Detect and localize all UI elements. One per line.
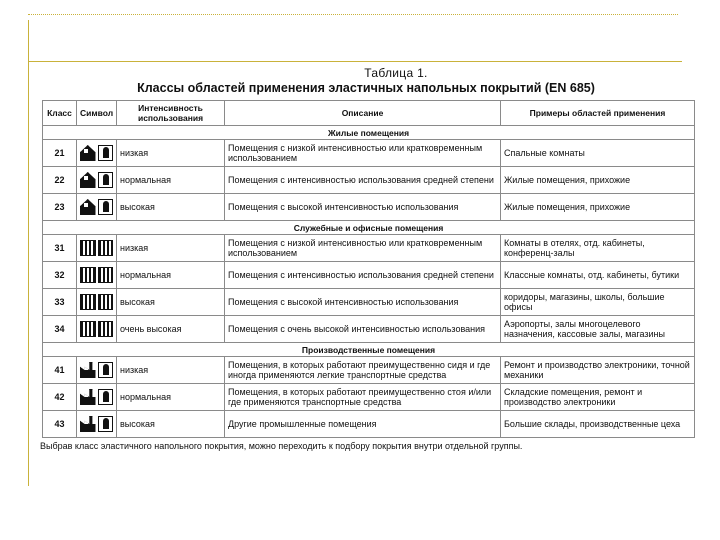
symbol-icons	[80, 240, 113, 256]
examples-cell: Ремонт и производство электроники, точной механики	[501, 357, 695, 384]
factory-icon	[80, 362, 96, 378]
symbol-icons	[80, 294, 113, 310]
header-description: Описание	[225, 101, 501, 126]
office-building-icon	[98, 240, 114, 256]
symbol-cell	[77, 316, 117, 343]
description-cell: Помещения с интенсивностью использования средней степени	[225, 262, 501, 289]
symbol-cell	[77, 411, 117, 438]
office-building-icon	[80, 240, 96, 256]
description-cell: Помещения, в которых работают преимущественно стоя и/или где применяются транспортные средства	[225, 384, 501, 411]
symbol-icons	[80, 267, 113, 283]
class-cell: 43	[43, 411, 77, 438]
person-icon	[98, 362, 114, 378]
symbol-cell	[77, 194, 117, 221]
house-icon	[80, 145, 96, 161]
header-intensity: Интенсивность использования	[117, 101, 225, 126]
section-title: Жилые помещения	[43, 126, 695, 140]
office-building-icon	[80, 267, 96, 283]
class-cell: 31	[43, 235, 77, 262]
person-icon	[98, 416, 114, 432]
class-cell: 21	[43, 140, 77, 167]
person-icon	[98, 145, 114, 161]
office-building-icon	[98, 294, 114, 310]
table-row	[43, 289, 695, 316]
examples-cell: Классные комнаты, отд. кабинеты, бутики	[501, 262, 695, 289]
description-cell: Помещения с интенсивностью использования средней степени	[225, 167, 501, 194]
table-body	[43, 126, 695, 438]
house-icon	[80, 199, 96, 215]
intensity-cell: высокая	[117, 194, 225, 221]
symbol-icons	[80, 145, 113, 161]
table-row	[43, 357, 695, 384]
symbol-icons	[80, 389, 113, 405]
examples-cell: Жилые помещения, прихожие	[501, 167, 695, 194]
class-cell: 41	[43, 357, 77, 384]
examples-cell: Жилые помещения, прихожие	[501, 194, 695, 221]
description-cell: Другие промышленные помещения	[225, 411, 501, 438]
table-caption: Классы областей применения эластичных напольных покрытий (EN 685)	[137, 81, 595, 95]
examples-cell: Складские помещения, ремонт и производство электроники	[501, 384, 695, 411]
table-label: Таблица 1.	[364, 66, 428, 80]
intensity-cell: высокая	[117, 411, 225, 438]
examples-cell: Комнаты в отелях, отд. кабинеты, конференц-залы	[501, 235, 695, 262]
symbol-icons	[80, 416, 113, 432]
examples-cell: Аэропорты, залы многоцелевого назначения, кассовые залы, магазины	[501, 316, 695, 343]
table-row	[43, 384, 695, 411]
class-cell: 22	[43, 167, 77, 194]
description-cell: Помещения с низкой интенсивностью или кратковременным использованием	[225, 140, 501, 167]
table-header-row	[43, 101, 695, 126]
symbol-icons	[80, 321, 113, 337]
intensity-cell: высокая	[117, 289, 225, 316]
description-cell: Помещения, в которых работают преимущественно сидя и где иногда применяются легкие транспортные средства	[225, 357, 501, 384]
table-row	[43, 167, 695, 194]
class-cell: 33	[43, 289, 77, 316]
symbol-cell	[77, 384, 117, 411]
class-cell: 23	[43, 194, 77, 221]
table-row	[43, 235, 695, 262]
symbol-cell	[77, 140, 117, 167]
section-row	[43, 126, 695, 140]
section-row	[43, 221, 695, 235]
office-building-icon	[98, 321, 114, 337]
class-cell: 42	[43, 384, 77, 411]
factory-icon	[80, 389, 96, 405]
header-symbol: Символ	[77, 101, 117, 126]
table-row	[43, 411, 695, 438]
intensity-cell: низкая	[117, 357, 225, 384]
description-cell: Помещения с высокой интенсивностью использования	[225, 194, 501, 221]
intensity-cell: нормальная	[117, 384, 225, 411]
examples-cell: коридоры, магазины, школы, большие офисы	[501, 289, 695, 316]
symbol-cell	[77, 289, 117, 316]
intensity-cell: нормальная	[117, 262, 225, 289]
class-cell: 32	[43, 262, 77, 289]
table-row	[43, 140, 695, 167]
table-row	[43, 262, 695, 289]
symbol-cell	[77, 235, 117, 262]
house-icon	[80, 172, 96, 188]
person-icon	[98, 199, 114, 215]
factory-icon	[80, 416, 96, 432]
person-icon	[98, 172, 114, 188]
description-cell: Помещения с высокой интенсивностью использования	[225, 289, 501, 316]
class-cell: 34	[43, 316, 77, 343]
section-title: Служебные и офисные помещения	[43, 221, 695, 235]
description-cell: Помещения с очень высокой интенсивностью использования	[225, 316, 501, 343]
symbol-cell	[77, 167, 117, 194]
intensity-cell: низкая	[117, 140, 225, 167]
intensity-cell: нормальная	[117, 167, 225, 194]
intensity-cell: очень высокая	[117, 316, 225, 343]
table-row	[43, 194, 695, 221]
symbol-icons	[80, 172, 113, 188]
examples-cell: Спальные комнаты	[501, 140, 695, 167]
footnote: Выбрав класс эластичного напольного покрытия, можно переходить к подбору покрытия внутри отдельной группы.	[40, 441, 523, 451]
section-title: Производственные помещения	[43, 343, 695, 357]
table-row	[43, 316, 695, 343]
office-building-icon	[98, 267, 114, 283]
document-image	[36, 66, 696, 451]
symbol-cell	[77, 262, 117, 289]
header-examples: Примеры областей применения	[501, 101, 695, 126]
description-cell: Помещения с низкой интенсивностью или кратковременным использованием	[225, 235, 501, 262]
symbol-icons	[80, 199, 113, 215]
symbol-cell	[77, 357, 117, 384]
slide-horizontal-rule	[28, 61, 682, 62]
header-class: Класс	[43, 101, 77, 126]
examples-cell: Большие склады, производственные цеха	[501, 411, 695, 438]
intensity-cell: низкая	[117, 235, 225, 262]
classes-table	[42, 100, 695, 438]
person-icon	[98, 389, 114, 405]
top-dotted-rule	[28, 14, 678, 21]
symbol-icons	[80, 362, 113, 378]
slide-vertical-rule	[28, 20, 29, 486]
section-row	[43, 343, 695, 357]
office-building-icon	[80, 321, 96, 337]
office-building-icon	[80, 294, 96, 310]
